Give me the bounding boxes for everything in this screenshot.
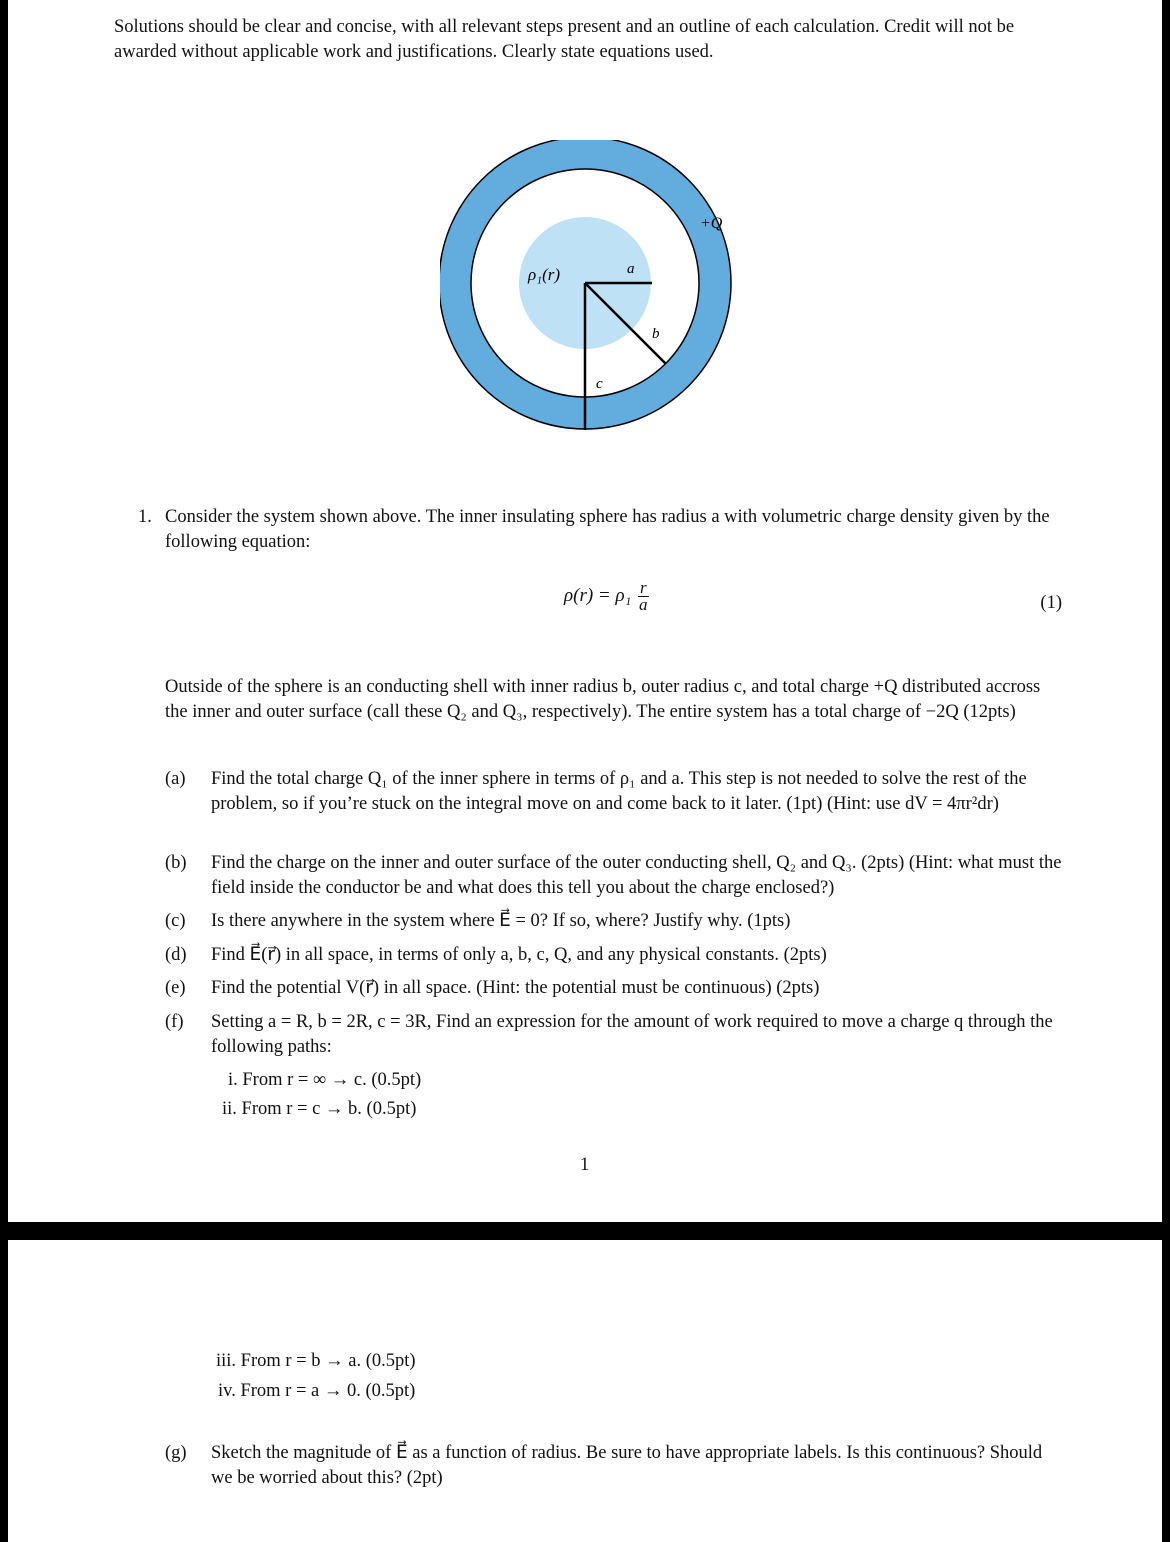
part-b <box>165 851 1063 901</box>
page-number: 1 <box>580 1155 590 1175</box>
part-c <box>165 909 1063 934</box>
plus-q-label: +Q <box>700 215 723 232</box>
part-label: (a) <box>165 769 186 789</box>
page-2 <box>8 1240 1162 1542</box>
subpart-text: From r = ∞ → c. (0.5pt) <box>242 1070 422 1090</box>
part-g <box>165 1441 1063 1491</box>
part-label: (d) <box>165 945 187 965</box>
part-b-text: Find the charge on the inner and outer surface of the outer conducting shell, Q₂ and Q₃. (2pts) (Hint: what must the field inside the conductor be and what does this tell you about the charge enclosed?) <box>211 853 1062 898</box>
subpart-label: ii. <box>222 1099 237 1119</box>
rho-label: ρ₁(r) <box>528 265 561 284</box>
part-f-text: Setting a = R, b = 2R, c = 3R, Find an expression for the amount of work required to move a charge q through the following paths: <box>211 1012 1053 1057</box>
c-label: c <box>596 376 603 392</box>
question-number: 1. <box>138 507 152 527</box>
charge-density-equation <box>564 580 649 613</box>
part-c-text: Is there anywhere in the system where E⃗ = 0? If so, where? Justify why. (1pts) <box>211 911 791 931</box>
equation-lhs: ρ(r) = ρ₁ <box>564 584 632 606</box>
subpart-label: iv. <box>218 1381 236 1401</box>
a-label: a <box>627 261 635 277</box>
part-g-text: Sketch the magnitude of E⃗ as a function of radius. Be sure to have appropriate labels. Is this continuous? Should we be worried about this? (2pt) <box>211 1443 1043 1488</box>
part-label: (c) <box>165 911 186 931</box>
part-f <box>165 1010 1063 1060</box>
part-d-text: Find E⃗(r⃗) in all space, in terms of only a, b, c, Q, and any physical constants. (2pts) <box>211 945 827 965</box>
shell-description-paragraph: Outside of the sphere is an conducting shell with inner radius b, outer radius c, and total charge +Q distributed accross the inner and outer surface (call these Q₂ and Q₃, respectively). The entire system has a total charge of −2Q (12pts) <box>165 677 1041 722</box>
equation-fraction <box>638 580 649 613</box>
part-a-text: Find the total charge Q₁ of the inner sphere in terms of ρ₁ and a. This step is not needed to solve the rest of the problem, so if you’re stuck on the integral move on and come back to it later. (1pt) (Hint: use dV = 4πr²dr) <box>211 769 1027 814</box>
instructions-paragraph: Solutions should be clear and concise, with all relevant steps present and an outline of each calculation. Credit will not be awarded without applicable work and justifications. Clearly state equations used. <box>114 17 1015 62</box>
b-label: b <box>652 326 660 342</box>
part-label: (f) <box>165 1012 184 1032</box>
fraction-numerator: r <box>639 578 647 597</box>
part-e <box>165 976 1063 1001</box>
subpart-iii <box>216 1349 416 1374</box>
part-label: (g) <box>165 1443 187 1463</box>
part-label: (e) <box>165 978 186 998</box>
equation-number: (1) <box>1040 593 1062 613</box>
subpart-label: i. <box>228 1070 238 1090</box>
subpart-text: From r = b → a. (0.5pt) <box>240 1351 416 1371</box>
part-e-text: Find the potential V(r⃗) in all space. (Hint: the potential must be continuous) (2pts) <box>211 978 820 998</box>
subpart-text: From r = c → b. (0.5pt) <box>241 1099 417 1119</box>
part-a <box>165 767 1063 817</box>
subpart-iv <box>218 1379 415 1404</box>
subpart-ii <box>222 1097 416 1122</box>
part-d <box>165 943 1063 968</box>
subpart-i <box>228 1068 421 1093</box>
fraction-denominator: a <box>639 595 648 614</box>
page-1 <box>8 0 1162 1222</box>
sphere-shell-figure <box>440 140 740 445</box>
subpart-label: iii. <box>216 1351 237 1371</box>
subpart-text: From r = a → 0. (0.5pt) <box>240 1381 416 1401</box>
question-1-text: Consider the system shown above. The inner insulating sphere has radius a with volumetric charge density given by the following equation: <box>165 507 1050 552</box>
concentric-spheres-diagram <box>440 140 740 440</box>
question-1 <box>138 505 1063 555</box>
part-label: (b) <box>165 853 187 873</box>
